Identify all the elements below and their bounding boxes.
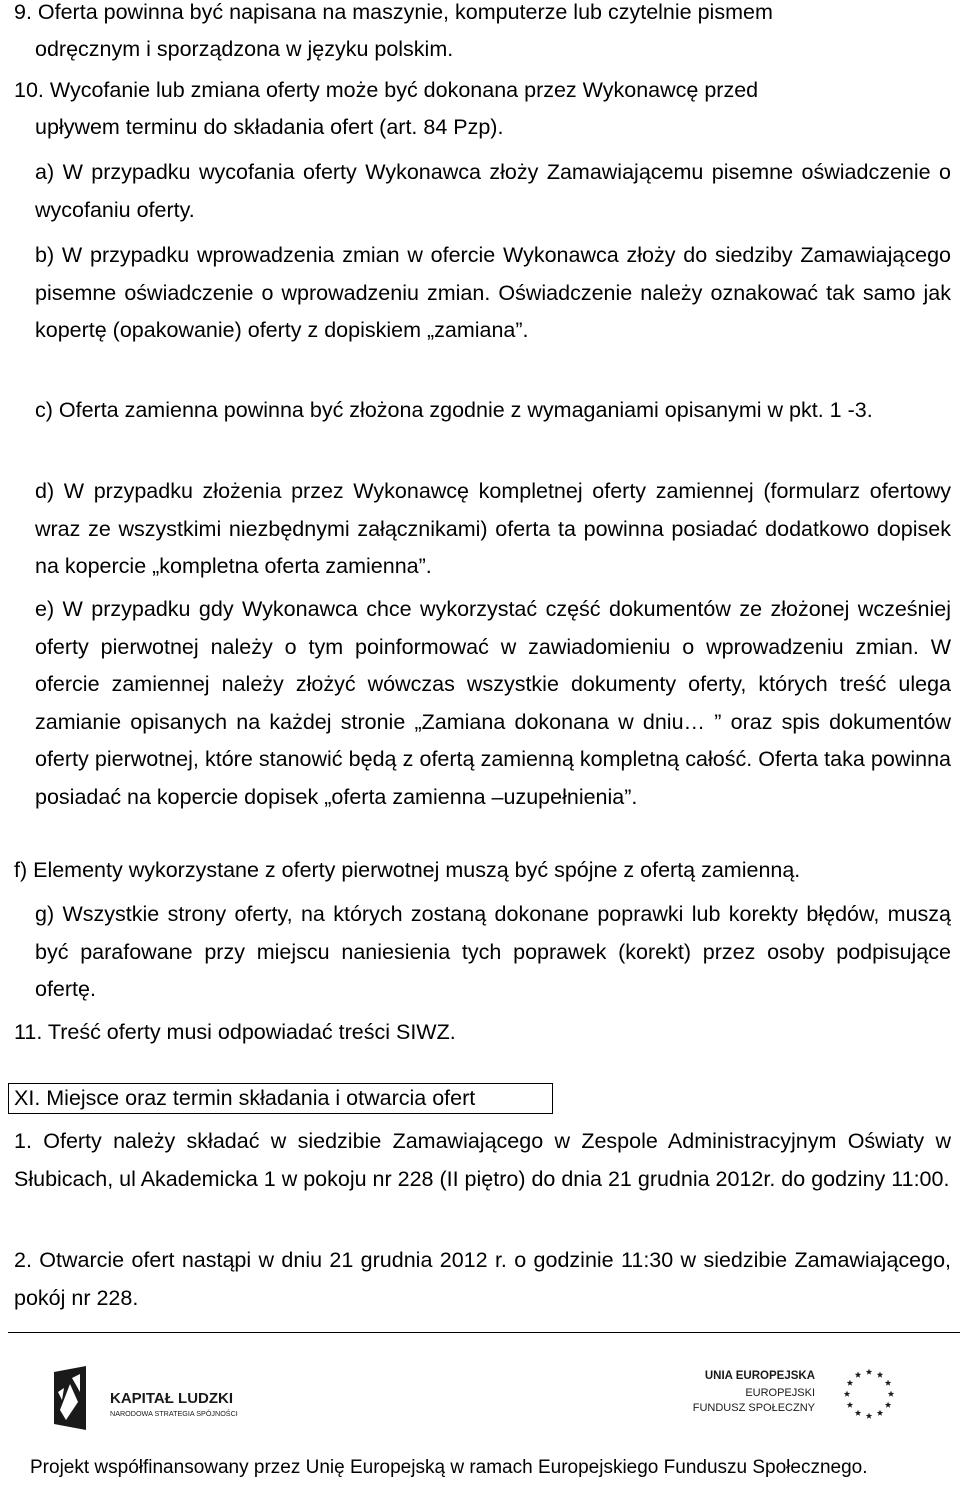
item-10-line2: upływem terminu do składania ofert (art. 84 Pzp).: [35, 115, 504, 139]
footer-text: Projekt współfinansowany przez Unię Europejską w ramach Europejskiego Funduszu Społecznego.: [30, 1457, 868, 1478]
item-d: d) W przypadku złożenia przez Wykonawcę kompletnej oferty zamiennej (formularz ofertowy wraz ze wszystkimi niezbędnymi załącznikami) oferta ta powinna posiadać dodatkowo dopisek na kopercie „kompletna oferta zamienna”.: [35, 479, 951, 578]
eu-star: [866, 1413, 872, 1419]
eu-star: [885, 1402, 891, 1408]
item-9-line2: odręcznym i sporządzona w języku polskim.: [35, 37, 454, 61]
eu-star: [844, 1391, 850, 1397]
eu-star: [866, 1369, 872, 1375]
kapital-ludzki-logo: [50, 1362, 280, 1434]
eu-stars-flag-icon: [844, 1369, 894, 1419]
item-9-line1: 9. Oferta powinna być napisana na maszynie, komputerze lub czytelnie pismem: [14, 0, 773, 24]
ue-line3: FUNDUSZ SPOŁECZNY: [692, 1402, 815, 1414]
item-c: c) Oferta zamienna powinna być złożona zgodnie z wymaganiami opisanymi w pkt. 1 -3.: [35, 398, 873, 422]
item-e: e) W przypadku gdy Wykonawca chce wykorzystać część dokumentów ze złożonej wcześniej oferty pierwotnej należy o tym poinformować w zawiadomieniu o wprowadzeniu zmian. W ofercie zamiennej należy złożyć wówczas wszystkie dokumenty oferty, których treść ulega zamianie opisanych na każdej stronie „Zamiana dokonana w dniu… ” oraz spis dokumentów oferty pierwotnej, które stanowić będą z ofertą zamienną kompletną całość. Oferta taka powinna posiadać na kopercie dopisek „oferta zamienna –uzupełnienia”.: [35, 597, 951, 809]
eu-star: [885, 1380, 891, 1386]
eu-star: [877, 1372, 883, 1378]
eu-star: [888, 1391, 894, 1397]
eu-star: [847, 1380, 853, 1386]
eu-star: [855, 1410, 861, 1416]
eu-star: [847, 1402, 853, 1408]
section-heading: XI. Miejsce oraz termin składania i otwarcia ofert: [14, 1086, 476, 1110]
eu-star: [855, 1372, 861, 1378]
kl-title: KAPITAŁ LUDZKI: [110, 1390, 234, 1407]
item-g: g) Wszystkie strony oferty, na których zostaną dokonane poprawki lub korekty błędów, muszą być parafowane przy miejscu naniesienia tych poprawek (korekt) przez osoby podpisujące ofertę.: [35, 902, 951, 1001]
item-11: 11. Treść oferty musi odpowiadać treści SIWZ.: [14, 1020, 456, 1044]
section-paragraph-1: 1. Oferty należy składać w siedzibie Zamawiającego w Zespole Administracyjnym Oświaty w Słubicach, ul Akademicka 1 w pokoju nr 228 (II piętro) do dnia 21 grudnia 2012r. do godziny 11:00.: [14, 1129, 951, 1191]
eu-star: [877, 1410, 883, 1416]
ue-line2: EUROPEJSKI: [745, 1387, 815, 1399]
kapital-ludzki-emblem-icon: [54, 1366, 86, 1430]
section-paragraph-2: 2. Otwarcie ofert nastąpi w dniu 21 grudnia 2012 r. o godzinie 11:30 w siedzibie Zamawiającego, pokój nr 228.: [14, 1248, 951, 1310]
item-b: b) W przypadku wprowadzenia zmian w ofercie Wykonawca złoży do siedziby Zamawiającego pisemne oświadczenie o wprowadzeniu zmian. Oświadczenie należy oznakować tak samo jak kopertę (opakowanie) oferty z dopiskiem „zamiana”.: [35, 243, 951, 342]
item-f: f) Elementy wykorzystane z oferty pierwotnej muszą być spójne z ofertą zamienną.: [14, 858, 801, 882]
footer-divider: [8, 1332, 960, 1333]
item-a: a) W przypadku wycofania oferty Wykonawca złoży Zamawiającemu pisemne oświadczenie o wycofaniu oferty.: [35, 160, 951, 222]
kl-subtitle: NARODOWA STRATEGIA SPÓJNOŚCI: [110, 1409, 238, 1418]
ue-line1: UNIA EUROPEJSKA: [704, 1370, 815, 1382]
eu-logo: [683, 1362, 913, 1434]
item-10-line1: 10. Wycofanie lub zmiana oferty może być dokonana przez Wykonawcę przed: [14, 78, 759, 102]
